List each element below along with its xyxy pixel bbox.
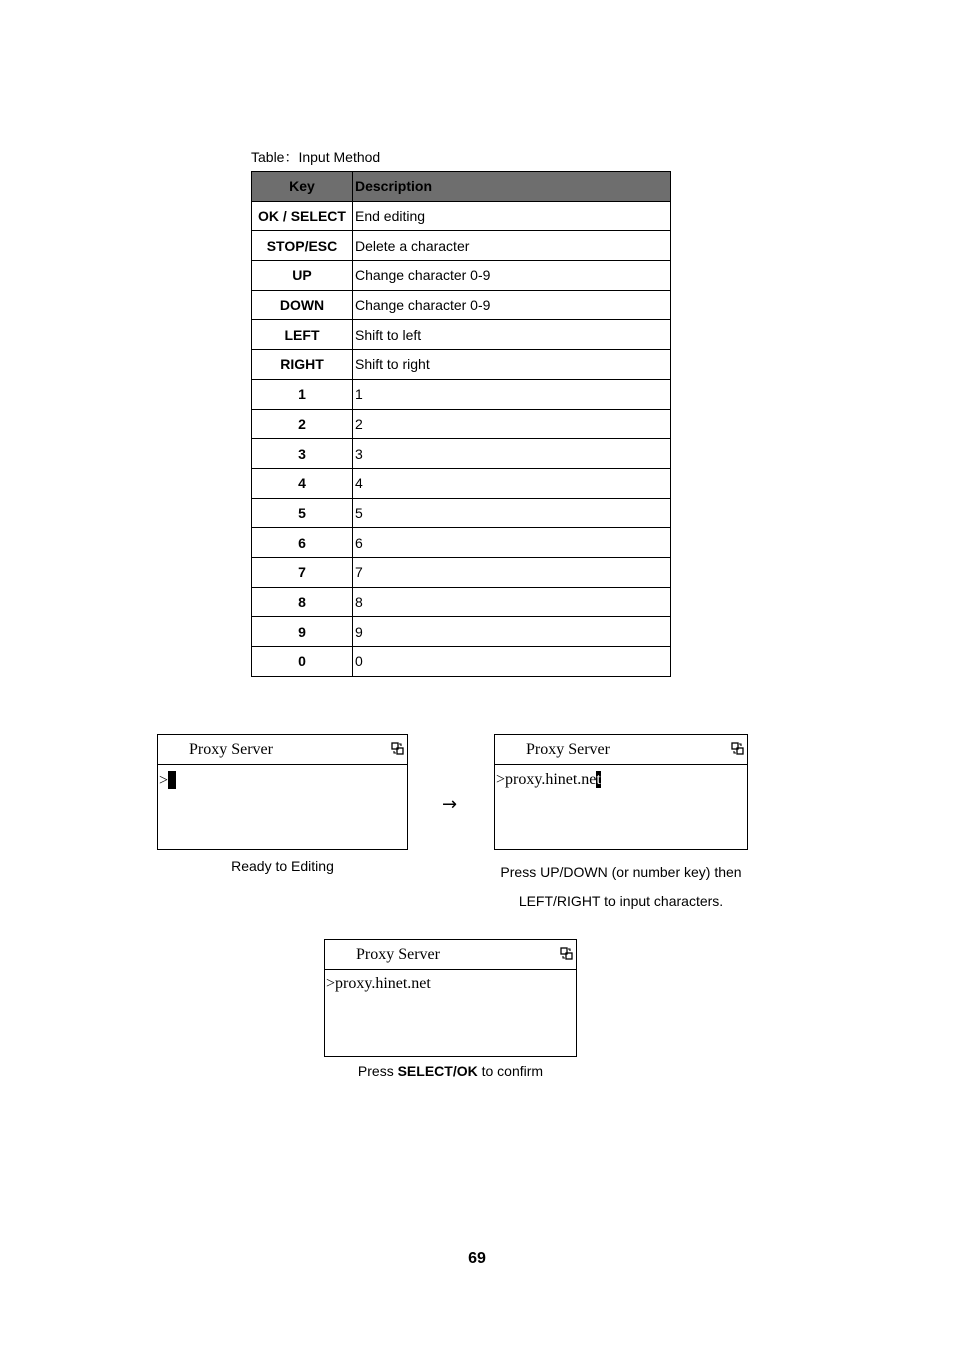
description-cell: End editing [353, 201, 671, 231]
description-cell: 2 [353, 409, 671, 439]
screen-input-text: > [159, 772, 169, 789]
table-row [252, 647, 671, 677]
table-row [252, 617, 671, 647]
table-row [252, 409, 671, 439]
description-cell: 7 [353, 557, 671, 587]
screen-title: Proxy Server [526, 741, 610, 758]
screen-input-text: >proxy.hinet.net [326, 975, 431, 992]
table-row [252, 587, 671, 617]
sync-icon [731, 742, 744, 755]
key-cell: 4 [252, 468, 353, 498]
description-cell: 3 [353, 439, 671, 469]
description-cell: Change character 0-9 [353, 261, 671, 291]
key-cell: 5 [252, 498, 353, 528]
key-cell: 8 [252, 587, 353, 617]
key-cell: 7 [252, 557, 353, 587]
description-cell: 4 [353, 468, 671, 498]
sync-icon [560, 947, 573, 960]
text-cursor [168, 771, 176, 789]
table-row [252, 528, 671, 558]
screen-caption-confirm [300, 1063, 601, 1079]
key-cell: 2 [252, 409, 353, 439]
table-row [252, 201, 671, 231]
lcd-screen-input [494, 734, 748, 850]
table-row [252, 261, 671, 291]
key-cell: 6 [252, 528, 353, 558]
caption-line-2: LEFT/RIGHT to input characters. [518, 893, 724, 909]
screen-input-line [496, 771, 601, 789]
description-cell: 9 [353, 617, 671, 647]
table-row [252, 290, 671, 320]
screen-caption-ready: Ready to Editing [231, 858, 334, 874]
description-cell: Change character 0-9 [353, 290, 671, 320]
table-row [252, 439, 671, 469]
sync-icon [391, 742, 404, 755]
input-method-table [251, 171, 671, 677]
screen-input-text: >proxy.hinet.ne [496, 771, 597, 788]
description-cell: 5 [353, 498, 671, 528]
key-cell: 0 [252, 647, 353, 677]
screen-title-bar [158, 735, 407, 765]
table-caption: Table：Input Method [251, 149, 381, 165]
table-row [252, 350, 671, 380]
key-cell: UP [252, 261, 353, 291]
description-cell: 8 [353, 587, 671, 617]
description-cell: Delete a character [353, 231, 671, 261]
page-number: 69 [468, 1250, 486, 1267]
table-header-row [252, 172, 671, 202]
screen-caption-input [480, 858, 762, 916]
screen-title: Proxy Server [356, 946, 440, 963]
description-cell: 6 [353, 528, 671, 558]
key-cell: RIGHT [252, 350, 353, 380]
description-cell: Shift to right [353, 350, 671, 380]
key-cell: 1 [252, 379, 353, 409]
caption-prefix: Press [357, 1063, 398, 1079]
description-cell: 0 [353, 647, 671, 677]
key-cell: 3 [252, 439, 353, 469]
table-row [252, 231, 671, 261]
screen-title: Proxy Server [189, 741, 273, 758]
arrow-icon: → [442, 794, 458, 815]
text-cursor: t [596, 771, 601, 788]
key-cell: OK / SELECT [252, 201, 353, 231]
caption-bold-key: SELECT/OK [397, 1063, 478, 1079]
table-row [252, 320, 671, 350]
table-row [252, 468, 671, 498]
lcd-screen-confirm [324, 939, 577, 1057]
description-column-header: Description [353, 172, 671, 202]
screen-title-bar [495, 735, 747, 765]
key-column-header: Key [252, 172, 353, 202]
key-cell: LEFT [252, 320, 353, 350]
screen-input-line [159, 771, 176, 790]
caption-suffix: to confirm [477, 1063, 544, 1079]
key-cell: STOP/ESC [252, 231, 353, 261]
table-row [252, 557, 671, 587]
description-cell: 1 [353, 379, 671, 409]
screen-title-bar [325, 940, 576, 970]
key-cell: 9 [252, 617, 353, 647]
screen-input-line [326, 975, 431, 993]
caption-line-1: Press UP/DOWN (or number key) then [500, 864, 742, 880]
key-cell: DOWN [252, 290, 353, 320]
description-cell: Shift to left [353, 320, 671, 350]
table-row [252, 379, 671, 409]
lcd-screen-ready [157, 734, 408, 850]
table-row [252, 498, 671, 528]
